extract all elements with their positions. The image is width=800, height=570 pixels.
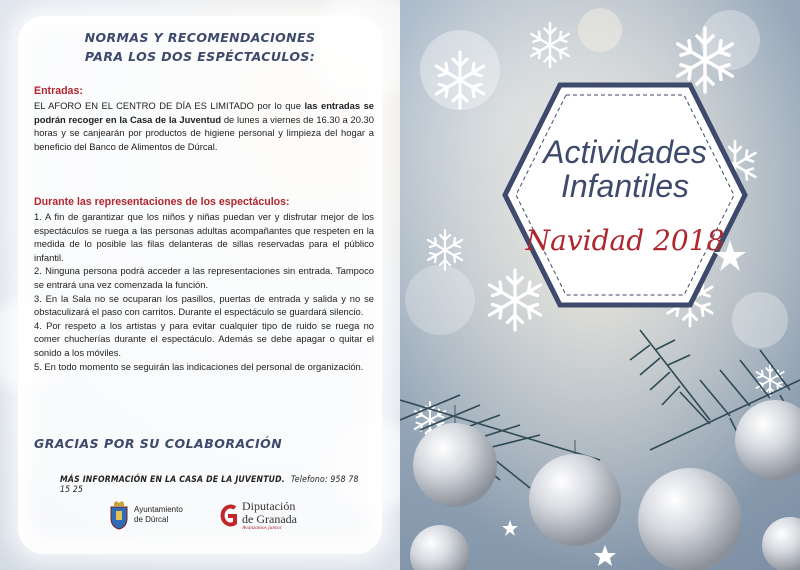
info-label: MÁS INFORMACIÓN EN LA CASA DE LA JUVENTUD. bbox=[60, 475, 285, 485]
cover-title-line2: Infantiles bbox=[560, 168, 690, 204]
diputacion-g-icon bbox=[218, 503, 238, 529]
info-phone: Telefono: 958 78 15 25 bbox=[60, 475, 359, 495]
rule-item: 4. Por respeto a los artistas y para evitar cualquier tipo de ruido se ruega no comer chucherías durante el espectáculo. Además se debe apagar o quitar el sonido a los móviles. bbox=[34, 319, 374, 358]
rules-title-line2: PARA LOS DOS ESPÉCTACULOS: bbox=[84, 49, 316, 64]
entradas-text: EL AFORO EN EL CENTRO DE DÍA ES LIMITADO por lo que las entradas se podrán recoger en la Casa de la Juventud de lunes a viernes de 16.30 a 20.30 horas y se canjearán por productos de higiene personal y limpieza del hogar a beneficio del Banco de Alimentos de Dúrcal. bbox=[34, 100, 375, 152]
rule-item: 2. Ninguna persona podrá acceder a las representaciones sin entrada. Tampoco se entrará una vez comenzada la función. bbox=[34, 265, 374, 290]
cover-artwork bbox=[400, 0, 800, 570]
gracias-heading: GRACIAS POR SU COLABORACIÓN bbox=[34, 436, 283, 451]
rules-title-line1: NORMAS Y RECOMENDACIONES bbox=[84, 30, 316, 45]
ayuntamiento-logo bbox=[108, 500, 183, 530]
rule-item: 1. A fin de garantizar que los niños y niñas puedan ver y disfrutar mejor de los espectáculos se ruega a las personas adultas acompañantes que respeten en la medida de lo posible las filas delanteras de sillas reservadas para el público infantil. bbox=[34, 211, 374, 263]
cover-subtitle: Navidad 2018 bbox=[525, 224, 725, 257]
rule-item: 5. En todo momento se seguirán las indicaciones del personal de organización. bbox=[34, 360, 364, 372]
cover-panel bbox=[400, 0, 800, 570]
diputacion-name: Diputación de Granada Avanzamos juntos bbox=[242, 499, 297, 531]
rules-list bbox=[34, 210, 374, 373]
cover-title-line1: Actividades bbox=[543, 134, 707, 170]
entradas-heading: Entradas: bbox=[34, 85, 83, 97]
representaciones-heading: Durante las representaciones de los espectáculos: bbox=[34, 196, 290, 208]
rule-item: 3. En la Sala no se ocuparan los pasillos, puertas de entrada y salida y no se obstaculizará el paso con carritos. Durante el espectáculo se guardará silencio. bbox=[34, 292, 374, 318]
diputacion-logo bbox=[218, 500, 297, 531]
coat-of-arms-icon bbox=[108, 500, 130, 530]
info-line bbox=[60, 475, 360, 495]
ayuntamiento-name: Ayuntamiento de Dúrcal bbox=[134, 505, 183, 524]
